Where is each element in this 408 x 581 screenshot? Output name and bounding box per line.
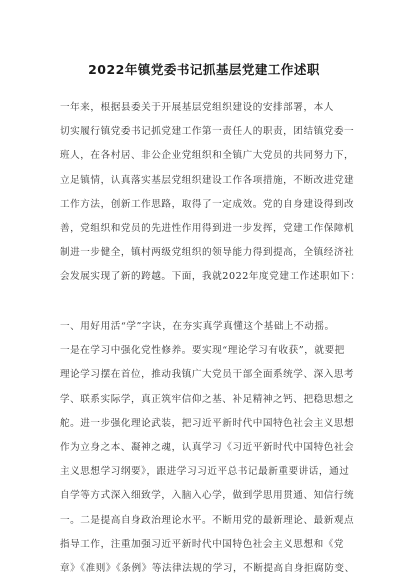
- paragraph-line: 指导工作，注重加强习近平新时代中国特色社会主义思想和《党: [60, 538, 345, 550]
- paragraph-line: 理论学习摆在首位，推动我镇广大党员干部全面系统学、深入思考: [60, 369, 355, 381]
- paragraph-line: 切实履行镇党委书记抓党建工作第一责任人的职责，团结镇党委一: [60, 126, 355, 138]
- paragraph-line: 一是在学习中强化党性修养。要实现“理论学习有收获”，就要把: [60, 345, 345, 357]
- document-title: 2022年镇党委书记抓基层党建工作述职: [88, 62, 320, 77]
- paragraph-line: 制进一步健全，镇村两级党组织的领导能力得到提高，全镇经济社: [60, 247, 355, 259]
- paragraph-line: 善，党组织和党员的先进性作用得到进一步发挥，党建工作保障机: [60, 222, 355, 234]
- paragraph-line: 主义思想学习纲要》，跟进学习习近平总书记最新重要讲话，通过: [60, 466, 350, 478]
- paragraph-line: 舵。进一步强化理论武装，把习近平新时代中国特色社会主义思想: [60, 417, 355, 429]
- paragraph-section-one: [60, 315, 355, 581]
- paragraph-line: 学、联系实际学，真正筑牢信仰之基、补足精神之钙、把稳思想之: [60, 393, 355, 405]
- paragraph-line: 班人，在各村居、非公企业党组织和全镇广大党员的共同努力下，: [60, 150, 355, 162]
- paragraph-line: 会发展实现了新的跨越。下面，我就2022年度党建工作述职如下：: [60, 271, 361, 283]
- paragraph-line: 自学等方式深入细致学，入脑入心学，做到学思用贯通、知信行统: [60, 490, 355, 502]
- paragraph-line: 一。二是提高自身政治理论水平。不断用党的最新理论、最新观点: [60, 514, 355, 526]
- paragraph-line: 工作方法，创新工作思路，取得了一定成效。党的自身建设得到改: [60, 198, 355, 210]
- paragraph-line: 作为立身之本、凝神之魂，认真学习《习近平新时代中国特色社会: [60, 441, 355, 453]
- paragraph-line: 一、用好用活“学”字诀，在夯实真学真懂这个基础上不动摇。: [60, 321, 335, 332]
- paragraph-line: 一年来，根据县委关于开展基层党组织建设的安排部署，本人: [60, 102, 334, 113]
- paragraph-intro: [60, 96, 361, 290]
- paragraph-line: 章》《准则》《条例》等法律法规的学习，不断提高自身拒腐防变、: [60, 562, 355, 574]
- paragraph-line: 立足镇情，认真落实基层党组织建设工作各项措施，不断改进党建: [60, 174, 355, 186]
